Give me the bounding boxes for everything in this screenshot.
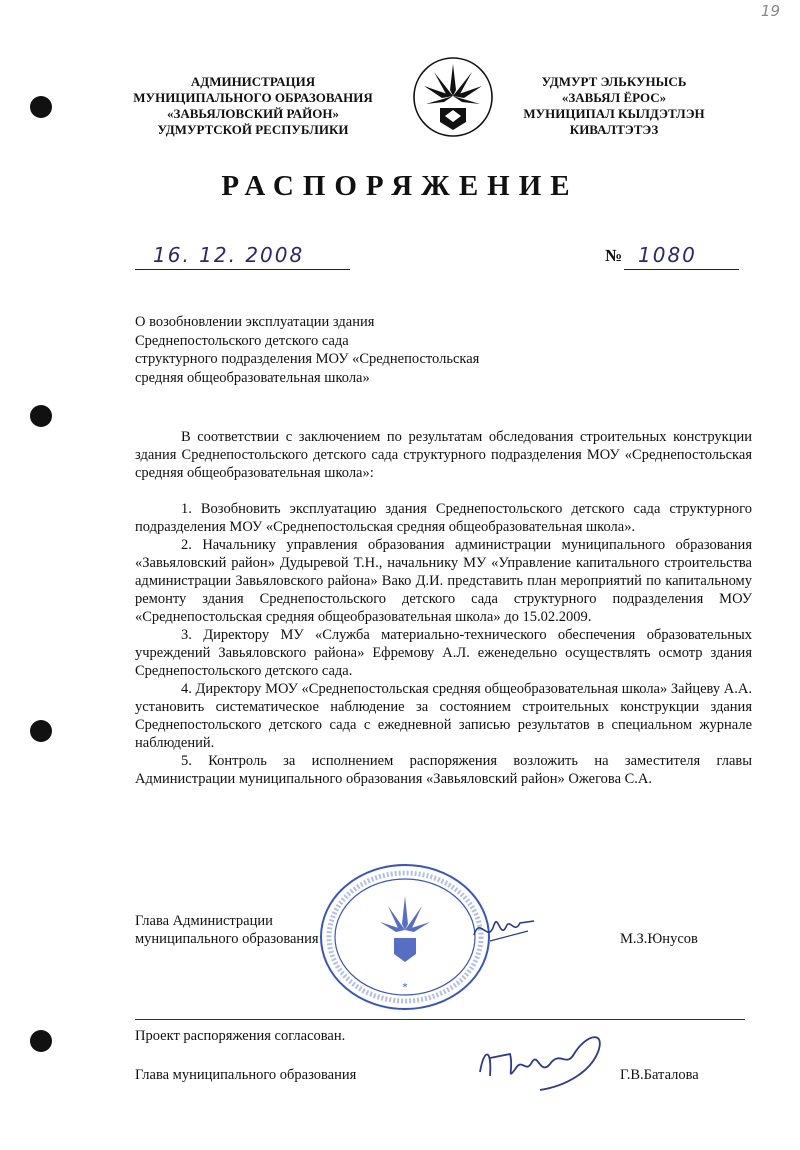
- binder-hole: [30, 720, 52, 742]
- header-right-line: УДМУРТ ЭЛЬКУНЫСЬ: [541, 74, 687, 89]
- signature-scribble: [470, 905, 540, 960]
- header-left-line: АДМИНИСТРАЦИЯ: [190, 74, 316, 89]
- number-value: 1080: [638, 243, 697, 267]
- svg-text:*: *: [402, 982, 408, 993]
- approval-note: Проект распоряжения согласован.: [135, 1028, 346, 1044]
- header-left-line: МУНИЦИПАЛЬНОГО ОБРАЗОВАНИЯ: [133, 90, 373, 105]
- page-number-mark: 19: [760, 2, 780, 20]
- item-paragraph: 4. Директору МОУ «Среднепостольская средняя общеобразовательная школа» Зайцеву А.А. установить систематическое наблюдение за состоянием строительных конструкции здания Среднепостольского детского сада с ежедневной записью результатов в специальном журнале наблюдений.: [135, 681, 752, 751]
- preamble-paragraph: В соответствии с заключением по результатам обследования строительных конструкции здания Среднепостольского детского сада структурного подразделения МОУ «Среднепостольская средняя общеобразовательная школа»:: [135, 429, 752, 481]
- header-left: [108, 74, 398, 138]
- date-field: [135, 245, 350, 270]
- header-left-line: УДМУРТСКОЙ РЕСПУБЛИКИ: [157, 122, 349, 137]
- number-label: №: [605, 246, 623, 265]
- header-right: [500, 74, 728, 138]
- signatory-position-line: Глава Администрации: [135, 913, 273, 929]
- body-text: [135, 428, 752, 788]
- item-paragraph: 5. Контроль за исполнением распоряжения возложить на заместителя главы Администрации муниципального образования «Завьяловский район» Ожегова С.А.: [135, 753, 752, 787]
- item-paragraph: 3. Директору МУ «Служба материально-технического обеспечения образовательных учреждений Завьяловского района» Ефремову А.Л. еженедельно осуществлять осмотр здания Среднепостольского детского сада.: [135, 627, 752, 679]
- subject-line: средняя общеобразовательная школа»: [135, 369, 370, 386]
- subject-block: [135, 313, 555, 387]
- item-paragraph: 2. Начальнику управления образования администрации муниципального образования «Завьяловский район» Дудыревой Т.Н., начальнику МУ «Управление капитального строительства администрации Завьяловского района» Вако Д.И. представить план мероприятий по капитальному ремонту здания Среднепостольского детского сада структурного подразделения МОУ «Среднепостольская средняя общеобразовательная школа» до 15.02.2009.: [135, 537, 752, 625]
- signatory-position-line: муниципального образования: [135, 931, 319, 947]
- signatory-name: М.З.Юнусов: [620, 931, 698, 947]
- subject-line: структурного подразделения МОУ «Среднепостольская: [135, 351, 480, 367]
- official-stamp: [318, 862, 493, 1012]
- header-right-line: МУНИЦИПАЛ КЫЛДЭТЛЭН: [523, 106, 705, 121]
- signatory-position: [135, 912, 319, 948]
- divider: [135, 1019, 745, 1020]
- emblem-logo: [412, 56, 494, 138]
- binder-hole: [30, 405, 52, 427]
- header-right-line: КИВАЛТЭТЭЗ: [569, 122, 659, 137]
- subject-line: О возобновлении эксплуатации здания: [135, 314, 375, 330]
- approval-name: Г.В.Баталова: [620, 1067, 699, 1083]
- header-left-line: «ЗАВЬЯЛОВСКИЙ РАЙОН»: [167, 106, 339, 121]
- item-paragraph: 1. Возобновить эксплуатацию здания Среднепостольского детского сада структурного подразделения МОУ «Среднепостольская средняя общеобразовательная школа».: [135, 501, 752, 535]
- document-title: РАСПОРЯЖЕНИЕ: [221, 170, 579, 202]
- binder-hole: [30, 96, 52, 118]
- approval-position: Глава муниципального образования: [135, 1067, 357, 1083]
- signature-scribble: [470, 1028, 620, 1103]
- number-field: [624, 245, 739, 270]
- subject-line: Среднепостольского детского сада: [135, 332, 349, 349]
- date-value: 16. 12. 2008: [153, 243, 305, 267]
- header-right-line: «ЗАВЬЯЛ ЁРОС»: [561, 90, 667, 105]
- binder-hole: [30, 1030, 52, 1052]
